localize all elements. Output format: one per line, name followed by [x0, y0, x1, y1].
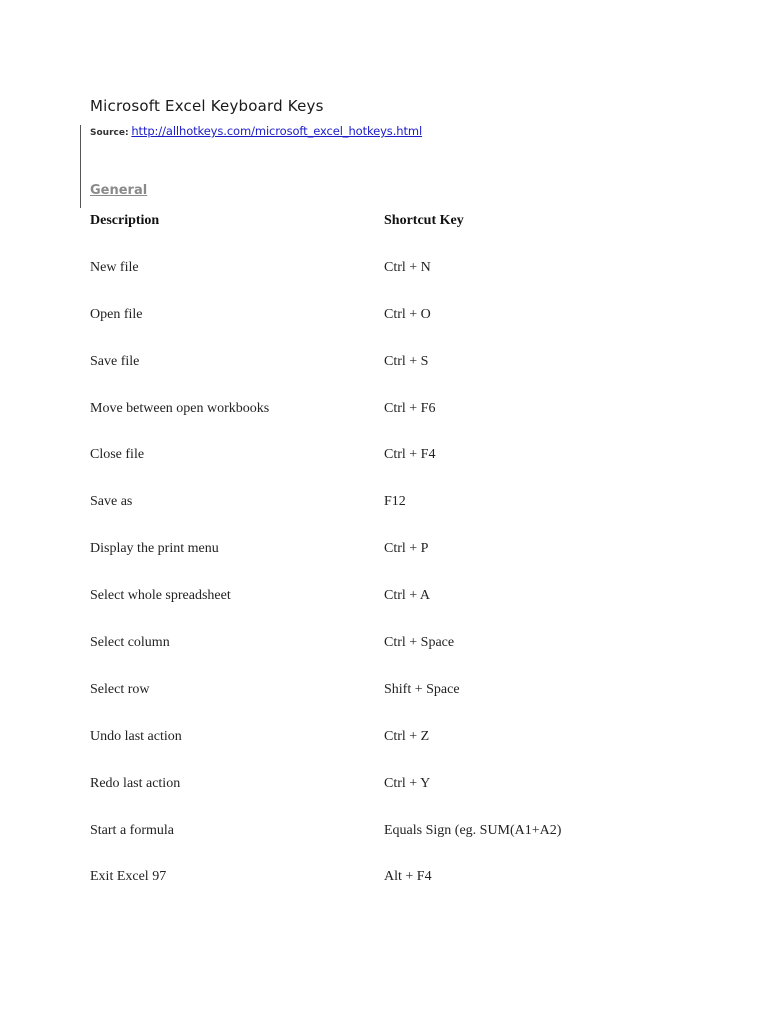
- row-description: Exit Excel 97: [90, 869, 167, 885]
- row-description: Save file: [90, 353, 140, 369]
- row-description: Open file: [90, 306, 143, 322]
- column-header-shortcut-key: Shortcut Key: [384, 213, 464, 228]
- row-shortcut: Ctrl + A: [384, 588, 431, 604]
- table-row: [90, 729, 690, 776]
- row-shortcut: Shift + Space: [384, 681, 460, 697]
- table-row: [90, 307, 690, 354]
- row-shortcut: Ctrl + Z: [384, 728, 430, 744]
- source-label: Source:: [90, 128, 129, 138]
- column-header-description: Description: [90, 213, 160, 228]
- row-shortcut: Alt + F4: [384, 869, 432, 885]
- table-row: [90, 447, 690, 494]
- document-title: Microsoft Excel Keyboard Keys: [90, 97, 324, 115]
- table-row: [90, 635, 690, 682]
- row-description: Select row: [90, 681, 150, 697]
- source-link[interactable]: http://allhotkeys.com/microsoft_excel_hotkeys.html: [131, 124, 423, 138]
- row-description: Display the print menu: [90, 541, 219, 557]
- table-header-row: [90, 213, 690, 260]
- row-shortcut: Ctrl + P: [384, 541, 429, 557]
- row-description: Move between open workbooks: [90, 400, 270, 416]
- row-shortcut: Ctrl + Space: [384, 635, 455, 651]
- table-row: [90, 682, 690, 729]
- row-description: Select column: [90, 635, 170, 651]
- source-line: [90, 124, 422, 138]
- table-row: [90, 401, 690, 448]
- table-row: [90, 494, 690, 541]
- row-shortcut: Ctrl + S: [384, 353, 429, 369]
- shortcut-table: [90, 213, 690, 916]
- row-description: Redo last action: [90, 775, 181, 791]
- table-row: [90, 541, 690, 588]
- section-heading-general: General: [90, 183, 148, 198]
- row-shortcut: Equals Sign (eg. SUM(A1+A2): [384, 822, 562, 838]
- row-description: Start a formula: [90, 822, 174, 838]
- row-shortcut: F12: [384, 494, 406, 510]
- row-shortcut: Ctrl + F6: [384, 400, 436, 416]
- table-row: [90, 776, 690, 823]
- row-description: Undo last action: [90, 728, 182, 744]
- row-description: Close file: [90, 447, 145, 463]
- row-shortcut: Ctrl + Y: [384, 775, 431, 791]
- revision-margin-bar: [80, 125, 81, 208]
- table-row: [90, 869, 690, 916]
- table-row: [90, 354, 690, 401]
- table-row: [90, 823, 690, 870]
- table-row: [90, 260, 690, 307]
- row-description: Save as: [90, 494, 133, 510]
- row-shortcut: Ctrl + O: [384, 306, 431, 322]
- row-shortcut: Ctrl + N: [384, 259, 431, 275]
- row-shortcut: Ctrl + F4: [384, 447, 436, 463]
- table-row: [90, 588, 690, 635]
- row-description: New file: [90, 259, 139, 275]
- row-description: Select whole spreadsheet: [90, 588, 231, 604]
